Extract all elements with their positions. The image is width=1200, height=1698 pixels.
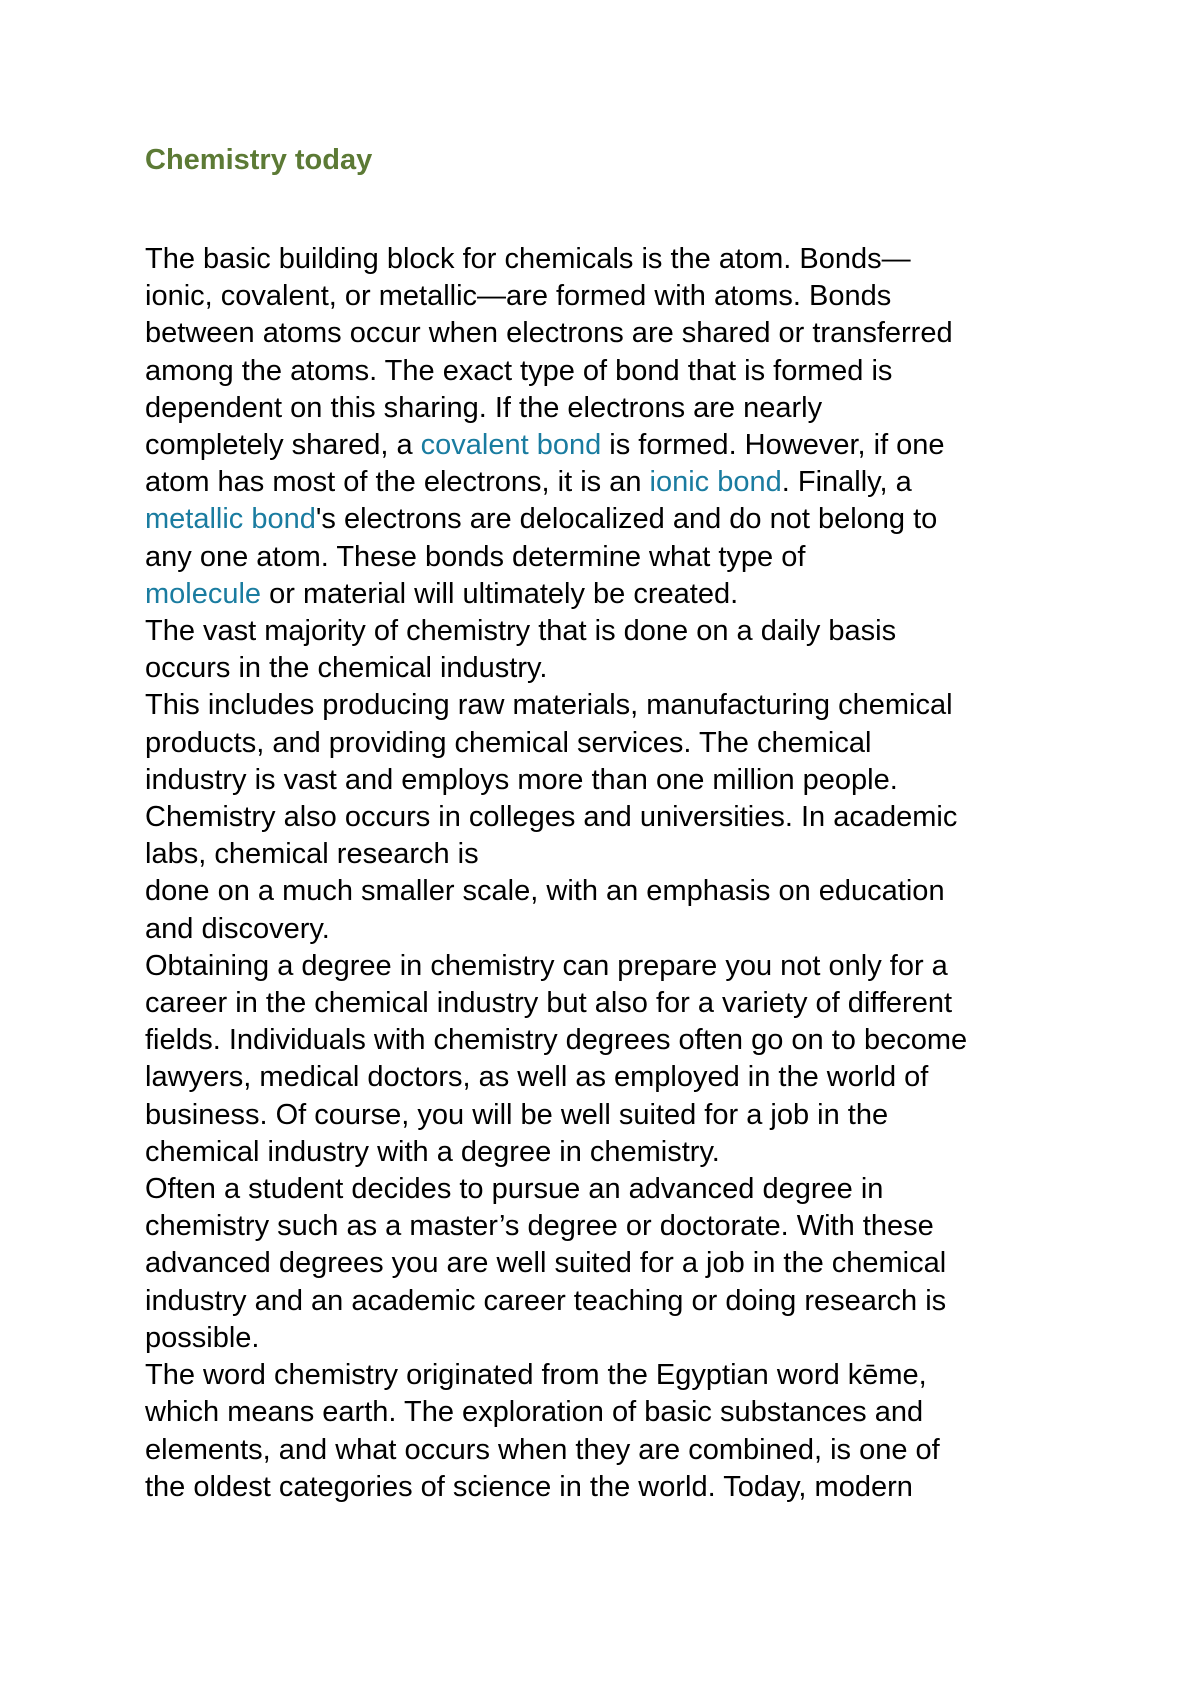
text-segment: atom has most of the electrons, it is an [145,466,650,499]
text-line [145,1022,1155,1059]
text-line [145,1394,1155,1431]
text-line [145,1357,1155,1394]
text-segment: the oldest categories of science in the world. Today, modern [145,1470,913,1503]
text-segment: advanced degrees you are well suited for a job in the chemical [145,1247,947,1280]
text-segment: products, and providing chemical services. The chemical [145,726,872,759]
text-segment: chemistry such as a master’s degree or doctorate. With these [145,1210,934,1243]
text-segment: done on a much smaller scale, with an emphasis on education [145,875,945,908]
text-line [145,1097,1155,1134]
text-segment: or material will ultimately be created. [261,577,739,610]
inline-link[interactable]: ionic bond [649,466,782,499]
text-segment: Often a student decides to pursue an advanced degree in [145,1173,884,1206]
text-segment: The basic building block for chemicals is the atom. Bonds— [145,243,911,275]
text-segment: between atoms occur when electrons are shared or transferred [145,317,953,350]
text-segment: ionic, covalent, or metallic—are formed with atoms. Bonds [145,280,892,313]
text-line [145,1283,1155,1320]
text-line [145,1171,1155,1208]
text-line [145,278,1155,315]
text-line [145,390,1155,427]
text-segment: elements, and what occurs when they are combined, is one of [145,1433,940,1466]
text-line [145,1059,1155,1096]
text-segment: completely shared, a [145,429,421,462]
text-line [145,985,1155,1022]
text-segment: is formed. However, if one [601,429,945,462]
text-segment: industry and an academic career teaching or doing research is [145,1284,947,1317]
text-line [145,687,1155,724]
text-line [145,725,1155,762]
text-segment: which means earth. The exploration of basic substances and [145,1396,924,1429]
text-segment: dependent on this sharing. If the electrons are nearly [145,391,823,424]
text-line [145,241,1155,278]
text-line [145,501,1155,538]
text-line [145,799,1155,836]
text-line [145,873,1155,910]
text-segment: occurs in the chemical industry. [145,652,548,685]
text-line [145,1320,1155,1357]
inline-link[interactable]: covalent bond [420,429,602,462]
text-segment: Chemistry also occurs in colleges and universities. In academic [145,801,958,834]
text-line [145,948,1155,985]
inline-link[interactable]: metallic bond [145,503,316,536]
text-line [145,1469,1155,1506]
text-line [145,427,1155,464]
text-segment: labs, chemical research is [145,838,479,871]
text-segment: Obtaining a degree in chemistry can prepare you not only for a [145,949,948,982]
text-segment: . Finally, a [781,466,912,499]
text-line [145,1432,1155,1469]
text-line [145,911,1155,948]
text-segment: fields. Individuals with chemistry degrees often go on to become [145,1024,968,1057]
text-segment: and discovery. [145,912,330,945]
text-segment: career in the chemical industry but also for a variety of different [145,987,953,1020]
text-line [145,576,1155,613]
text-line [145,539,1155,576]
text-segment: industry is vast and employs more than one million people. [145,763,898,796]
text-segment: The vast majority of chemistry that is done on a daily basis [145,615,897,648]
text-segment: This includes producing raw materials, manufacturing chemical [145,689,953,722]
text-segment: lawyers, medical doctors, as well as employed in the world of [145,1061,929,1094]
text-segment: The word chemistry originated from the Egyptian word kēme, [145,1359,927,1392]
inline-link[interactable]: molecule [145,577,262,610]
text-line [145,353,1155,390]
text-line [145,315,1155,352]
text-line [145,1134,1155,1171]
text-line [145,836,1155,873]
text-line [145,464,1155,501]
text-line [145,650,1155,687]
text-segment: 's electrons are delocalized and do not belong to [315,503,938,536]
text-segment: any one atom. These bonds determine what type of [145,540,806,573]
text-segment: business. Of course, you will be well suited for a job in the [145,1098,889,1131]
document-body [145,241,1155,1506]
text-line [145,1245,1155,1282]
text-segment: possible. [145,1321,260,1354]
text-line [145,762,1155,799]
text-line [145,1208,1155,1245]
text-segment: among the atoms. The exact type of bond that is formed is [145,354,893,387]
text-line [145,613,1155,650]
document-title: Chemistry today [145,144,373,176]
text-segment: chemical industry with a degree in chemistry. [145,1135,720,1168]
